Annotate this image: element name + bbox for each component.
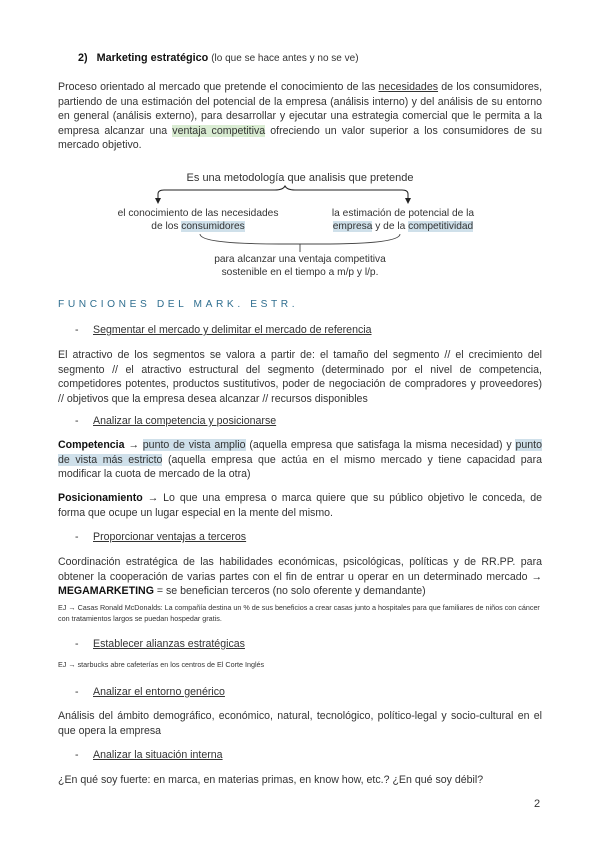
megamarketing-text-2: = se benefician terceros (no solo oferente y demandante) — [153, 585, 426, 598]
section-number: 2) — [78, 52, 88, 64]
paragraph-segmentos: El atractivo de los segmentos se valora a partir de: el tamaño del segmento // el crecimiento del segmento // el atractivo estructural del segmento (determinado por el nivel de competencia, competidores potentes, productos sustitutivos, poder de negociación de compradores y proveedores) // objetivos que la empresa desea alcanzar // recursos disponibles — [58, 349, 542, 405]
bullet-segmentar — [75, 323, 372, 337]
posicionamiento-text: → Lo que una empresa o marca quiere que su público objetivo le conceda, de forma que ocupe un lugar especial en la mente del mismo. — [58, 492, 542, 519]
diagram-bottom-node — [180, 254, 420, 279]
diagram-left-line1: el conocimiento de las necesidades — [117, 208, 279, 219]
functions-heading: FUNCIONES DEL MARK. ESTR. — [58, 299, 299, 310]
term-competencia: Competencia — [58, 439, 125, 451]
highlight-punto-amplio: punto de vista amplio — [142, 439, 246, 451]
diagram-right-highlight-empresa: empresa — [332, 220, 373, 232]
bullet-entorno — [75, 685, 225, 699]
megamarketing-text-1: Coordinación estratégica de las habilidades económicas, psicológicas, políticas y de RR.PP. para obtener la cooperación de varias partes con el fin de entrar u operar en un determinado mercado → — [58, 556, 542, 583]
page-number: 2 — [534, 798, 541, 810]
bullet-competencia — [75, 414, 276, 428]
term-megamarketing: MEGAMARKETING — [58, 585, 154, 598]
diagram-connector — [160, 232, 440, 254]
bullet-competencia-label: Analizar la competencia y posicionarse — [93, 415, 277, 427]
paragraph-megamarketing — [58, 555, 542, 599]
competencia-text-2: (aquella empresa que actúa en el mismo mercado y tiene capacidad para modificar la cuota de mercado de la otra) — [58, 453, 542, 481]
diagram-brace — [150, 184, 420, 208]
bullet-dash: - — [75, 749, 79, 761]
diagram-bottom-line1: para alcanzar una ventaja competitiva — [214, 254, 386, 265]
diagram-right-line1: la estimación de potencial de la — [331, 208, 475, 219]
intro-text-3: ofreciendo un valor superior a los consumidores de su mercado objetivo. — [58, 124, 542, 152]
bullet-ventajas-label: Proporcionar ventajas a terceros — [93, 531, 247, 543]
section-heading — [78, 52, 359, 64]
bullet-dash: - — [75, 324, 79, 336]
paragraph-situacion: ¿En qué soy fuerte: en marca, en materias primas, en know how, etc.? ¿En qué soy débil? — [58, 774, 484, 786]
bullet-situacion-label: Analizar la situación interna — [93, 749, 223, 761]
highlight-punto-estricto: punto de vista más estricto — [58, 439, 542, 466]
diagram-left-line2a: de los — [151, 220, 182, 232]
competencia-text-1: (aquella empresa que satisfaga la misma necesidad) y — [245, 439, 516, 451]
paragraph-competencia — [58, 438, 542, 482]
intro-text-1: Proceso orientado al mercado que pretende el conocimiento de las — [58, 81, 379, 93]
diagram-top-text: Es una metodología que analisis que pretende — [186, 172, 414, 184]
example-starbucks: EJ → starbucks abre cafeterías en los centros de El Corte Inglés — [58, 660, 265, 669]
bullet-dash: - — [75, 638, 79, 650]
arrow: → — [124, 439, 143, 451]
diagram-left-highlight: consumidores — [181, 220, 245, 232]
paragraph-posicionamiento — [58, 491, 542, 520]
bullet-segmentar-label: Segmentar el mercado y delimitar el mercado de referencia — [93, 324, 372, 336]
bullet-dash: - — [75, 415, 79, 427]
diagram-right-line2b: y de la — [372, 220, 409, 232]
diagram-left-node — [98, 208, 298, 233]
section-subtitle: (lo que se hace antes y no se ve) — [211, 53, 359, 64]
bullet-dash: - — [75, 686, 79, 698]
bullet-dash: - — [75, 531, 79, 543]
bullet-entorno-label: Analizar el entorno genérico — [93, 686, 225, 698]
example-mcdonalds: EJ → Casas Ronald McDonalds: La compañía destina un % de sus beneficios a crear casas junto a hospitales para que familiares de niños con cáncer con tratamientos largos se puedan hospedar gratis. — [58, 603, 540, 623]
paragraph-entorno: Análisis del ámbito demográfico, económico, natural, tecnológico, político-legal y socio-cultural en el que opera la empresa — [58, 710, 542, 737]
bullet-ventajas — [75, 530, 246, 544]
intro-highlight-ventaja: ventaja competitiva — [172, 124, 266, 137]
bullet-alianzas — [75, 637, 245, 651]
section-title: Marketing estratégico — [96, 52, 209, 64]
bullet-alianzas-label: Establecer alianzas estratégicas — [93, 638, 245, 650]
intro-text-2: de los consumidores, partiendo de una estimación del potencial de la empresa (análisis interno) y del análisis de su entorno en general (análisis externo), para desarrollar y ejecutar una estrategia comercial que le permita a la empresa alcanzar una — [58, 81, 543, 137]
term-posicionamiento: Posicionamiento — [58, 492, 143, 504]
diagram-right-highlight-competitividad: competitividad — [408, 220, 474, 232]
diagram-right-node — [308, 208, 498, 233]
bullet-situacion — [75, 748, 223, 762]
diagram-bottom-line2: sostenible en el tiempo a m/p y l/p. — [221, 266, 379, 278]
intro-paragraph — [58, 80, 542, 153]
intro-underlined-needs: necesidades — [378, 81, 439, 93]
